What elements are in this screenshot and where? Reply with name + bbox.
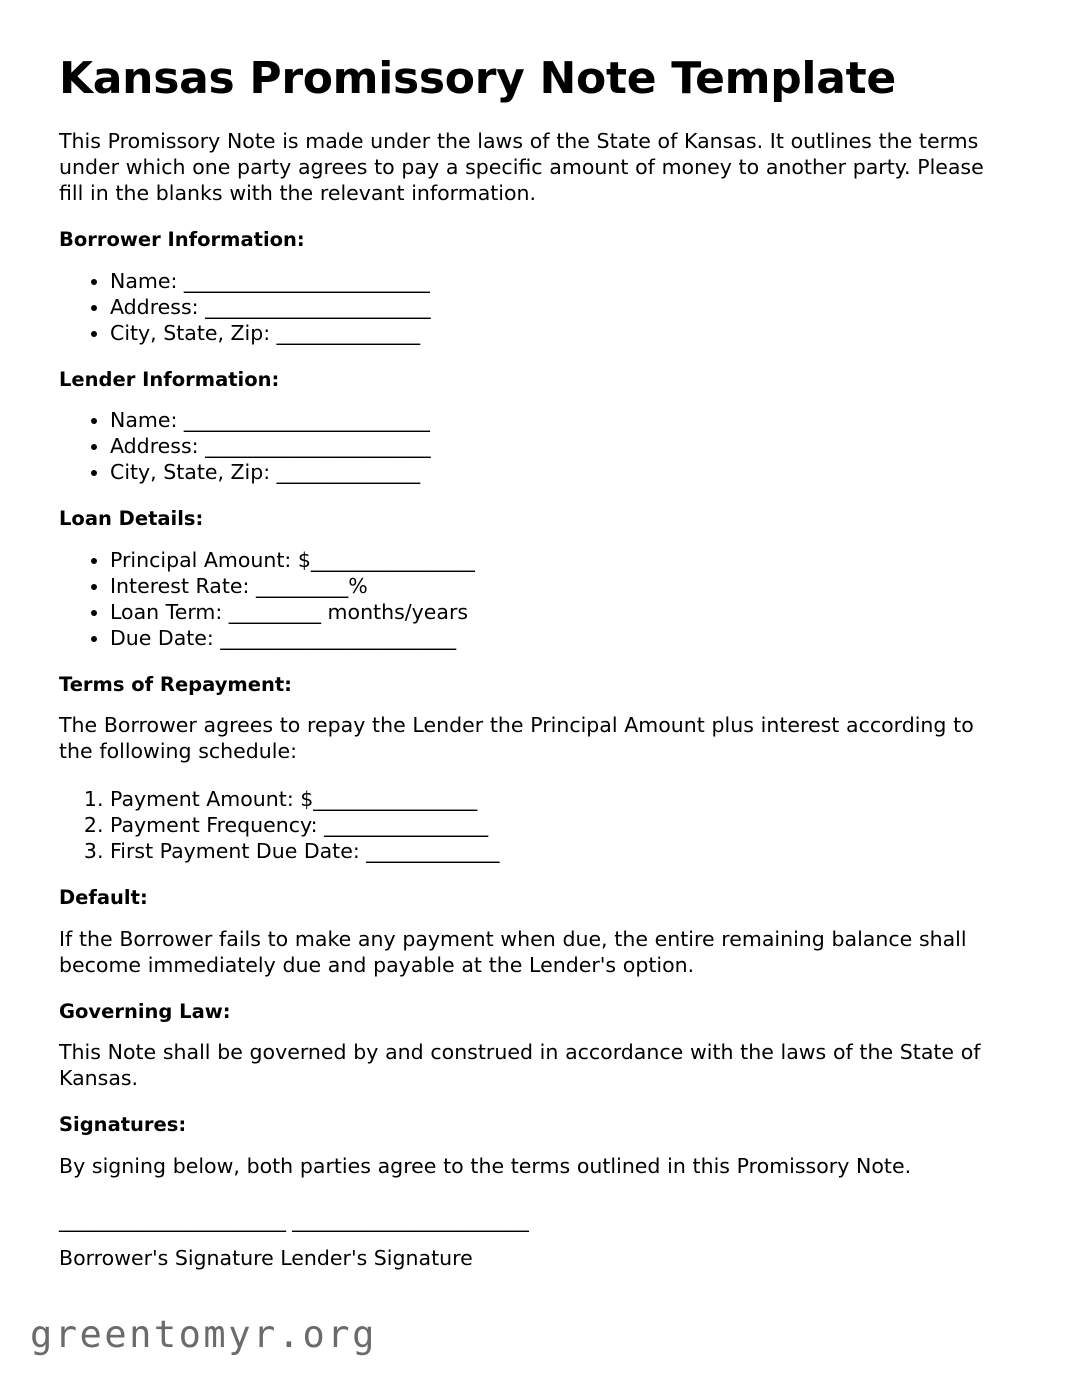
list-item: 3. First Payment Due Date: _____________ xyxy=(110,838,1007,864)
terms-of-repayment-paragraph: The Borrower agrees to repay the Lender the Principal Amount plus interest according to the following schedule: xyxy=(59,713,974,764)
borrower-information-list xyxy=(59,268,1007,346)
loan-details-heading: Loan Details: xyxy=(59,507,204,531)
signature-labels: Borrower's Signature Lender's Signature xyxy=(59,1246,473,1271)
default-heading: Default: xyxy=(59,886,148,910)
list-item: • City, State, Zip: ______________ xyxy=(110,459,1007,485)
list-item: • Loan Term: _________ months/years xyxy=(110,599,1007,625)
list-item: 2. Payment Frequency: ________________ xyxy=(110,812,1007,838)
list-item: • Name: ________________________ xyxy=(110,268,1007,294)
list-item: • Address: ______________________ xyxy=(110,433,1007,459)
site-watermark: greentomyr.org xyxy=(30,1313,377,1356)
signatures-heading: Signatures: xyxy=(59,1113,187,1137)
document-content xyxy=(59,53,1007,1271)
signatures-paragraph: By signing below, both parties agree to the terms outlined in this Promissory Note. xyxy=(59,1153,912,1178)
repayment-schedule-list xyxy=(59,786,1007,864)
list-item: 1. Payment Amount: $________________ xyxy=(110,786,1007,812)
lender-information-heading: Lender Information: xyxy=(59,367,280,391)
signature-lines xyxy=(59,1209,1007,1232)
list-item: • Principal Amount: $________________ xyxy=(110,547,1007,573)
terms-of-repayment-heading: Terms of Repayment: xyxy=(59,672,292,696)
governing-law-paragraph: This Note shall be governed by and construed in accordance with the laws of the State of Kansas. xyxy=(59,1040,981,1091)
list-item: • Address: ______________________ xyxy=(110,294,1007,320)
list-item: • Due Date: _______________________ xyxy=(110,625,1007,651)
page-title: Kansas Promissory Note Template xyxy=(59,53,896,104)
list-item: • City, State, Zip: ______________ xyxy=(110,320,1007,346)
list-item: • Interest Rate: _________% xyxy=(110,573,1007,599)
intro-paragraph: This Promissory Note is made under the laws of the State of Kansas. It outlines the terms under which one party agrees to pay a specific amount of money to another party. Please fill in the blanks with the relevant information. xyxy=(59,129,984,206)
governing-law-heading: Governing Law: xyxy=(59,999,231,1023)
lender-signature-line: ________________________ xyxy=(292,1207,529,1232)
borrower-signature-line: _______________________ xyxy=(59,1207,286,1232)
lender-information-list xyxy=(59,407,1007,485)
borrower-information-heading: Borrower Information: xyxy=(59,228,305,252)
loan-details-list xyxy=(59,547,1007,651)
list-item: • Name: ________________________ xyxy=(110,407,1007,433)
default-paragraph: If the Borrower fails to make any payment when due, the entire remaining balance shall become immediately due and payable at the Lender's option. xyxy=(59,926,967,977)
